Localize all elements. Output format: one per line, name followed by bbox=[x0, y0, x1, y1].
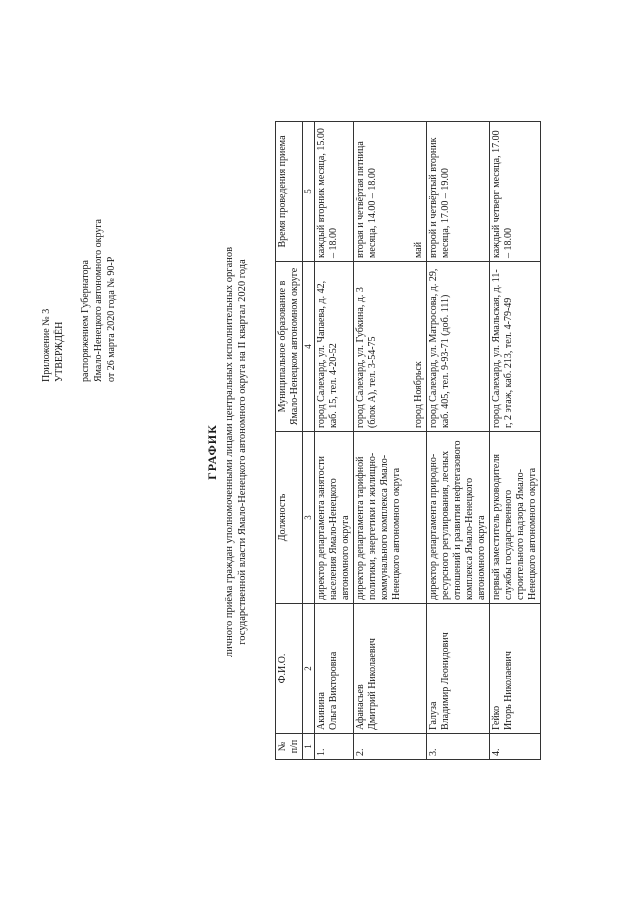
reception-time bbox=[354, 122, 427, 262]
person-position: директор департамента природно-ресурсного регулирования, лесных отношений и развития нефтегазового комплекса Ямало-Ненецкого автономного округа bbox=[427, 432, 490, 604]
location-address: город Салехард, ул. Губкина, д. 3 (блок А), тел. 3-54-75 bbox=[355, 287, 378, 428]
header-number: № п/п bbox=[276, 734, 303, 760]
subtitle-line: личного приёма граждан уполномоченными лицами центральных исполнительных органов bbox=[224, 246, 235, 658]
row-number: 4. bbox=[490, 734, 541, 760]
table-header-row bbox=[276, 122, 303, 760]
person-name bbox=[490, 604, 541, 734]
location-address: город Салехард, ул. Ямальская, д. 11-г, 2 этаж, каб. 213, тел. 4-79-49 bbox=[491, 269, 514, 428]
order-date-line: от 26 марта 2020 года № 90-Р bbox=[106, 256, 117, 382]
header-municipality: Муниципальное образование в Ямало-Ненецком автономном округе bbox=[276, 262, 303, 432]
header-time: Время проведения приема bbox=[276, 122, 303, 262]
time-schedule: каждый четверг месяца, 17.00 – 18.00 bbox=[491, 130, 514, 258]
appendix-label: Приложение № 3 bbox=[41, 308, 52, 382]
person-surname: Акинина bbox=[316, 692, 327, 730]
column-number-row bbox=[303, 122, 315, 760]
person-name bbox=[354, 604, 427, 734]
header-fio: Ф.И.О. bbox=[276, 604, 303, 734]
document-subtitle bbox=[223, 92, 249, 812]
person-position: первый заместитель руководителя службы государственного строительного надзора Ямало-Ненецкого автономного округа bbox=[490, 432, 541, 604]
reception-location bbox=[427, 262, 490, 432]
person-given-names: Игорь Николаевич bbox=[503, 651, 514, 730]
table-row bbox=[354, 122, 427, 760]
schedule-table bbox=[275, 121, 541, 760]
reception-location bbox=[354, 262, 427, 432]
person-surname: Афанасьев bbox=[355, 684, 366, 730]
rotated-document-page bbox=[20, 92, 620, 812]
person-given-names: Владимир Леонидович bbox=[440, 632, 451, 730]
reception-location bbox=[315, 262, 354, 432]
row-number: 1. bbox=[315, 734, 354, 760]
time-schedule: вторая и четвёртая пятница месяца, 14.00 – 18.00 bbox=[355, 141, 378, 258]
location-address: город Салехард, ул. Чапаева, д. 42, каб. 15, тел. 4-20-52 bbox=[316, 280, 339, 428]
order-line: Ямало-Ненецкого автономного округа bbox=[93, 219, 104, 382]
order-line: распоряжением Губернатора bbox=[80, 260, 91, 382]
time-schedule: каждый вторник месяца, 15.00 – 18.00 bbox=[316, 128, 339, 258]
reception-location bbox=[490, 262, 541, 432]
person-position: директор департамента тарифной политики, энергетики и жилищно-коммунального комплекса Ямало-Ненецкого автономного округа bbox=[354, 432, 427, 604]
reception-time bbox=[490, 122, 541, 262]
row-number: 2. bbox=[354, 734, 427, 760]
approval-stamp bbox=[40, 112, 118, 382]
table-row bbox=[315, 122, 354, 760]
column-number: 4 bbox=[303, 262, 315, 432]
column-number: 1 bbox=[303, 734, 315, 760]
person-given-names: Ольга Викторовна bbox=[328, 651, 339, 730]
header-position: Должность bbox=[276, 432, 303, 604]
subtitle-line: государственной власти Ямало-Ненецкого автономного округа на II квартал 2020 года bbox=[237, 259, 248, 645]
row-number: 3. bbox=[427, 734, 490, 760]
reception-time bbox=[427, 122, 490, 262]
column-number: 2 bbox=[303, 604, 315, 734]
person-surname: Галуза bbox=[428, 701, 439, 730]
column-number: 5 bbox=[303, 122, 315, 262]
person-surname: Гейко bbox=[491, 705, 502, 730]
location-extra: город Ноябрьск bbox=[413, 361, 424, 428]
person-given-names: Дмитрий Николаевич bbox=[367, 638, 378, 730]
table-row bbox=[490, 122, 541, 760]
table-row bbox=[427, 122, 490, 760]
person-position: директор департамента занятости населения Ямало-Ненецкого автономного округа bbox=[315, 432, 354, 604]
person-name bbox=[315, 604, 354, 734]
person-name bbox=[427, 604, 490, 734]
reception-time bbox=[315, 122, 354, 262]
location-address: город Салехард, ул. Матросова, д. 29, каб. 405, тел. 9-93-71 (доб. 111) bbox=[428, 268, 451, 428]
time-schedule: второй и четвёртый вторник месяца, 17.00 – 19.00 bbox=[428, 137, 451, 258]
time-extra: май bbox=[413, 241, 424, 258]
document-title: ГРАФИК bbox=[205, 424, 219, 480]
approved-label: УТВЕРЖДЁН bbox=[54, 321, 65, 382]
column-number: 3 bbox=[303, 432, 315, 604]
